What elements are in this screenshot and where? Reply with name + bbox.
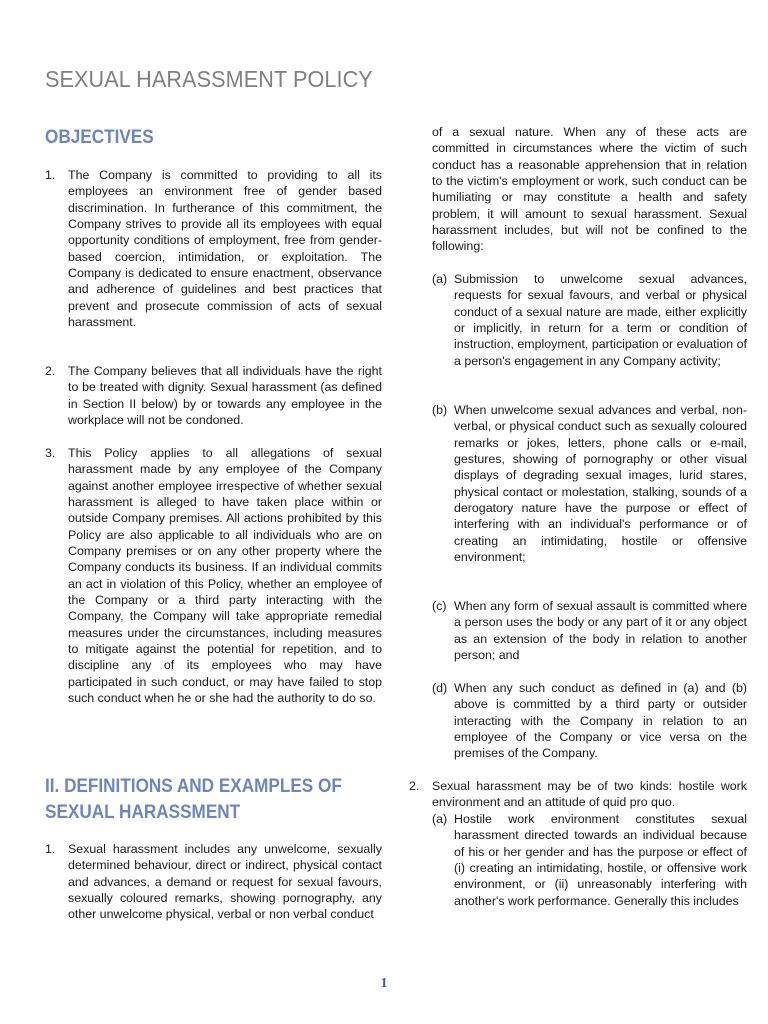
list-letter: (a) xyxy=(432,812,448,826)
list-item-text: When any form of sexual assault is committed where a person uses the body or any part of it or any object as an extension of the body in relation to another person; and xyxy=(454,599,747,663)
list-item xyxy=(45,167,382,330)
list-item-text: Submission to unwelcome sexual advances, requests for sexual favours, and verbal or physical conduct of a sexual nature are made, either explicitly or implicitly, in return for a term or condition of instruction, employment, participation or evaluation of a person's engagement in any Company activity; xyxy=(454,272,747,368)
continuation-text: of a sexual nature. When any of these acts are committed in circumstances where the victim of such conduct has a reasonable apprehension that in relation to the victim's employment or work, such conduct can be humiliating or may constitute a health and safety problem, it will amount to sexual harassment. Sexual harassment includes, but will not be confined to the following: xyxy=(432,125,747,254)
list-number: 2. xyxy=(45,364,56,378)
list-item-text: Sexual harassment includes any unwelcome, sexually determined behaviour, direct or indirect, physical contact and advances, a demand or request for sexual favours, sexually coloured remarks, showing pornography, any other unwelcome physical, verbal or non verbal conduct xyxy=(68,842,382,922)
list-item xyxy=(432,271,747,369)
objectives-list xyxy=(45,167,382,330)
list-item xyxy=(432,811,747,909)
subitem-a-block xyxy=(409,271,747,369)
definitions-heading: II. DEFINITIONS AND EXAMPLES OF SEXUAL HARASSMENT xyxy=(45,775,342,823)
list-item xyxy=(45,363,382,428)
list-item-text: The Company believes that all individuals have the right to be treated with dignity. Sexual harassment (as defined in Section II below) by or towards any employee in the workplace will not be condoned. xyxy=(68,364,382,428)
list-item-text: When any such conduct as defined in (a) and (b) above is committed by a third party or outsider interacting with the Company in relation to an employee of the Company or vice versa on the premises of the Company. xyxy=(454,681,747,761)
subitem-c-block xyxy=(409,598,747,663)
definitions-list-left xyxy=(45,841,382,923)
list-letter: (b) xyxy=(432,403,448,417)
list-number: 1. xyxy=(45,842,56,856)
list-number: 3. xyxy=(45,446,56,460)
list-item-text: Hostile work environment constitutes sexual harassment directed towards an individual because of his or her gender and has the purpose or effect of (i) creating an intimidating, hostile, or offensive work environment, or (ii) unreasonably interfering with another's work performance. Generally this includes xyxy=(454,812,747,908)
list-letter: (c) xyxy=(432,599,447,613)
subitem-d-block xyxy=(409,680,747,762)
list-letter: (d) xyxy=(432,681,448,695)
item2-subitem-a-block xyxy=(409,811,747,909)
document-title: SEXUAL HARASSMENT POLICY xyxy=(45,66,373,92)
list-item xyxy=(409,778,747,811)
list-item xyxy=(45,841,382,923)
objectives-list-3 xyxy=(45,445,382,707)
subitem-b-block xyxy=(409,402,747,565)
list-item-text: When unwelcome sexual advances and verbal, non-verbal, or physical conduct such as sexually coloured remarks or jokes, letters, phone calls or e-mail, gestures, showing of pornography or other visual displays of degrading sexual images, lurid stares, physical contact or molestation, stalking, sounds of a derogatory nature have the purpose or effect of interfering with an individual's performance or of creating an intimidating, hostile or offensive environment; xyxy=(454,403,747,565)
page-number: 1 xyxy=(380,976,388,991)
list-item-text: Sexual harassment may be of two kinds: hostile work environment and an attitude of quid pro quo. xyxy=(432,779,747,810)
objectives-heading: OBJECTIVES xyxy=(45,126,154,148)
list-number: 2. xyxy=(409,779,420,793)
list-item xyxy=(432,680,747,762)
definitions-item-2 xyxy=(409,778,747,811)
list-letter: (a) xyxy=(432,272,448,286)
list-item-text: The Company is committed to providing to all its employees an environment free of gender based discrimination. In furtherance of this commitment, the Company strives to provide all its employees with equal opportunity conditions of employment, free from gender-based coercion, intimidation, or exploitation. The Company is dedicated to ensure enactment, observance and adherence of guidelines and best practices that prevent and prosecute commission of acts of sexual harassment. xyxy=(68,168,382,330)
list-item xyxy=(432,402,747,565)
definitions-continuation xyxy=(409,124,747,255)
list-number: 1. xyxy=(45,168,56,182)
list-item xyxy=(45,445,382,707)
list-item-text: This Policy applies to all allegations of sexual harassment made by any employee of the Company against another employee irrespective of whether sexual harassment is alleged to have taken place within or outside Company premises. All actions prohibited by this Policy are also applicable to all individuals who are on Company premises or on any other property where the Company conducts its business. If an individual commits an act in violation of this Policy, whether an employee of the Company or a third party interacting with the Company, the Company will take appropriate remedial measures under the circumstances, including measures to mitigate against the potential for repetition, and to discipline any of its employees who may have participated in such conduct, or may have failed to stop such conduct when he or she had the authority to do so. xyxy=(68,446,382,706)
objectives-list-2 xyxy=(45,363,382,428)
list-item xyxy=(432,598,747,663)
